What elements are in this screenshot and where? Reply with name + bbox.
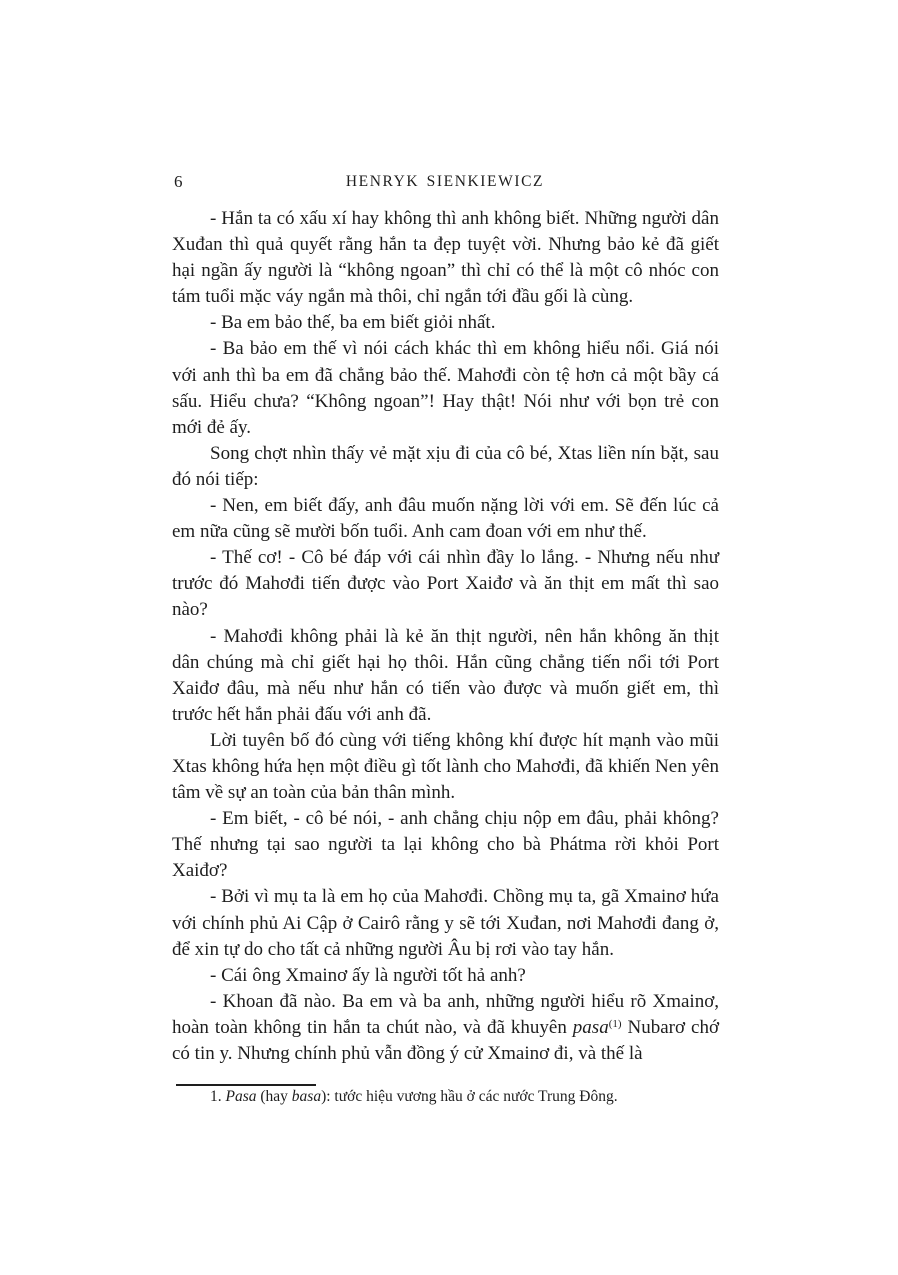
paragraph: Lời tuyên bố đó cùng với tiếng không khí được hít mạnh vào mũi Xtas không hứa hẹn một điều gì tốt lành cho Mahơđi, đã khiến Nen yên tâm về sự an toàn của bản thân mình.: [172, 729, 719, 804]
paragraph: - Ba em bảo thế, ba em biết giỏi nhất.: [210, 312, 496, 334]
footnote-marker: 1.: [210, 1088, 226, 1106]
paragraph: [172, 989, 719, 1067]
body-text: [172, 206, 719, 1107]
page-number: 6: [174, 172, 183, 191]
footnote: [172, 1086, 719, 1107]
paragraph: - Ba bảo em thế vì nói cách khác thì em không hiểu nổi. Giá nói với anh thì ba em đã chẳng bảo thế. Mahơđi còn tệ hơn cả một bầy cá sấu. Hiểu chưa? “Không ngoan”! Hay thật! Nói như với bọn trẻ con mới đẻ ấy.: [172, 338, 719, 438]
italic-term: basa: [291, 1088, 322, 1106]
paragraph: - Thế cơ! - Cô bé đáp với cái nhìn đầy lo lắng. - Nhưng nếu như trước đó Mahơđi tiến được vào Port Xaiđơ và ăn thịt em mất thì sao nào?: [172, 547, 719, 621]
italic-term: Pasa: [225, 1088, 257, 1106]
paragraph: - Cái ông Xmainơ ấy là người tốt hả anh?: [210, 964, 526, 986]
italic-term: pasa: [572, 1016, 609, 1038]
paragraph-text: Nubarơ chớ có tin y. Nhưng chính phủ vẫn đồng ý cử Xmainơ đi, và thế là: [172, 1016, 719, 1064]
footnote-reference: (1): [608, 1017, 622, 1030]
footnote-text: (hay: [256, 1088, 292, 1106]
paragraph-text: - Khoan đã nào. Ba em và ba anh, những người hiểu rõ Xmainơ, hoàn toàn không tin hắn ta chút nào, và đã khuyên: [172, 990, 719, 1038]
running-head: [172, 172, 718, 194]
paragraph: - Nen, em biết đấy, anh đâu muốn nặng lời với em. Sẽ đến lúc cả em nữa cũng sẽ mười bốn tuổi. Anh cam đoan với em như thế.: [172, 495, 719, 543]
paragraph: - Em biết, - cô bé nói, - anh chẳng chịu nộp em đâu, phải không? Thế nhưng tại sao người ta lại không cho bà Phátma rời khỏi Port Xaiđơ?: [172, 808, 719, 882]
paragraph: - Bởi vì mụ ta là em họ của Mahơđi. Chồng mụ ta, gã Xmainơ hứa với chính phủ Ai Cập ở Cairô rằng y sẽ tới Xuđan, nơi Mahơđi đang ở, để xin tự do cho tất cả những người Âu bị rơi vào tay hắn.: [172, 886, 719, 960]
footnote-text: ): tước hiệu vương hầu ở các nước Trung Đông.: [321, 1088, 618, 1106]
paragraph: Song chợt nhìn thấy vẻ mặt xịu đi của cô bé, Xtas liền nín bặt, sau đó nói tiếp:: [172, 442, 719, 490]
paragraph: - Mahơđi không phải là kẻ ăn thịt người, nên hắn không ăn thịt dân chúng mà chỉ giết hại họ thôi. Hắn cũng chẳng tiến nổi tới Port Xaiđơ đâu, mà nếu như hắn có tiến vào được và muốn giết em, thì trước hết hắn phải đấu với anh đã.: [172, 625, 719, 725]
paragraph: - Hắn ta có xấu xí hay không thì anh không biết. Những người dân Xuđan thì quả quyết rằng hắn ta đẹp tuyệt vời. Nhưng bảo kẻ đã giết hại ngần ấy người là “không ngoan” thì chỉ có thể là một cô nhóc con tám tuổi mặc váy ngắn mà thôi, chỉ ngắn tới đầu gối là cùng.: [172, 208, 719, 308]
running-title: HENRYK SIENKIEWICZ: [345, 173, 545, 190]
